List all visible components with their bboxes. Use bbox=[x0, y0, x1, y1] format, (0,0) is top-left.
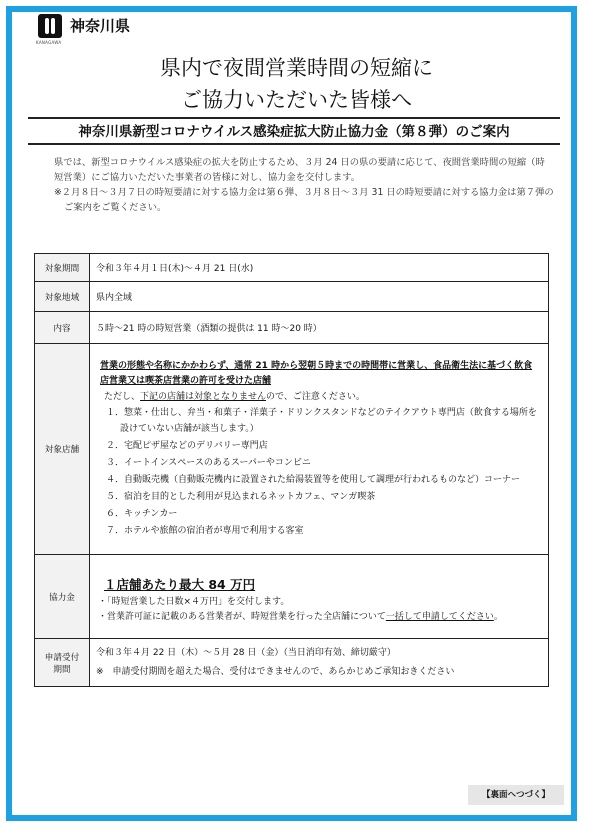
stores-lead: 営業の形態や名称にかかわらず、通常 21 時から翌朝５時までの時間帯に営業し、食品衛生法に基づく飲食店営業又は喫茶店営業の許可を受けた店舗 bbox=[100, 360, 533, 386]
exclusion-underlined: 下記の店舗は対象となりません bbox=[140, 391, 267, 402]
stores-cell bbox=[90, 344, 549, 555]
list-item: ４．自動販売機（自動販売機内に設置された給湯装置等を使用して調理が行われるものなど）コーナー bbox=[106, 474, 521, 485]
intro-text: 県では、新型コロナウイルス感染症の拡大を防止するため、３月 24 日の県の要請に応じて、夜間営業時間の短縮（時短営業）にご協力いただいた事業者の皆様に対し、協力金を交付します。 bbox=[54, 157, 545, 183]
content-label: 内容 bbox=[35, 312, 90, 344]
period-value: 令和３年４月１日(木)～４月 21 日(水) bbox=[90, 254, 549, 282]
list-item: ６．キッチンカー bbox=[106, 508, 178, 519]
list-item: ７．ホテルや旅館の宿泊者が専用で利用する客室 bbox=[106, 525, 304, 536]
excluded-store-list bbox=[100, 405, 538, 539]
intro-section bbox=[54, 155, 554, 215]
apply-note: ※ 申請受付期間を超えた場合、受付はできませんので、あらかじめご承知おきください bbox=[96, 666, 455, 677]
content-value: ５時～21 時の時短営業（酒類の提供は 11 時～20 時） bbox=[90, 312, 549, 344]
headline-line-1: 県内で夜間営業時間の短縮に bbox=[160, 56, 433, 80]
continue-notice: 【裏面へつづく】 bbox=[468, 785, 564, 805]
exclusion-post: ので、ご注意ください。 bbox=[266, 391, 365, 402]
page-subtitle: 神奈川県新型コロナウイルス感染症拡大防止協力金（第８弾）のご案内 bbox=[28, 117, 560, 145]
area-label: 対象地域 bbox=[35, 282, 90, 312]
table-row bbox=[35, 312, 549, 344]
bullet2-pre: ・営業許可証に記載のある営業者が、時短営業を行った全店舗について bbox=[98, 611, 386, 622]
apply-cell bbox=[90, 639, 549, 687]
logo-name: 神奈川県 bbox=[70, 17, 131, 35]
apply-label-line-2: 期間 bbox=[53, 664, 71, 675]
list-item: ３．イートインスペースのあるスーパーやコンビニ bbox=[106, 457, 311, 468]
table-row bbox=[35, 254, 549, 282]
table-row bbox=[35, 282, 549, 312]
apply-period: 令和３年４月 22 日（木）～５月 28 日（金）（当日消印有効、締切厳守） bbox=[96, 647, 396, 658]
table-row bbox=[35, 344, 549, 555]
grant-bullet-2 bbox=[98, 610, 542, 625]
table-row bbox=[35, 555, 549, 639]
apply-label bbox=[35, 639, 90, 687]
stores-exclusion bbox=[100, 389, 538, 405]
period-label: 対象期間 bbox=[35, 254, 90, 282]
grant-label: 協力金 bbox=[35, 555, 90, 639]
headline-line-2: ご協力いただいた皆様へ bbox=[181, 88, 412, 112]
grant-amount: １店舗あたり最大 84 万円 bbox=[104, 576, 256, 592]
list-item: ２．宅配ピザ屋などのデリバリー専門店 bbox=[106, 440, 268, 451]
area-value: 県内全域 bbox=[90, 282, 549, 312]
bullet2-underlined: 一括して申請してください bbox=[385, 611, 494, 622]
apply-label-line-1: 申請受付 bbox=[44, 652, 80, 663]
kanagawa-logo-icon bbox=[38, 14, 62, 38]
stores-label: 対象店舗 bbox=[35, 344, 90, 555]
intro-note: ※２月８日～３月７日の時短要請に対する協力金は第６弾、３月８日～３月 31 日の時短要請に対する協力金は第７弾のご案内をご覧ください。 bbox=[54, 187, 554, 213]
logo-subtext: KANAGAWA bbox=[36, 40, 62, 45]
grant-bullet-1: ・「時短営業した日数×４万円」を交付します。 bbox=[98, 596, 290, 607]
bullet2-post: 。 bbox=[493, 611, 503, 622]
exclusion-pre: ただし、 bbox=[104, 391, 141, 402]
list-item: １．惣菜・仕出し、弁当・和菓子・洋菓子・ドリンクスタンドなどのテイクアウト専門店（飲食する場所を設けていない店舗が該当します。） bbox=[106, 407, 537, 434]
list-item: ５．宿泊を目的とした利用が見込まれるネットカフェ、マンガ喫茶 bbox=[106, 491, 376, 502]
info-table bbox=[34, 253, 549, 687]
table-row bbox=[35, 639, 549, 687]
grant-cell bbox=[90, 555, 549, 639]
page-headline bbox=[0, 52, 593, 116]
